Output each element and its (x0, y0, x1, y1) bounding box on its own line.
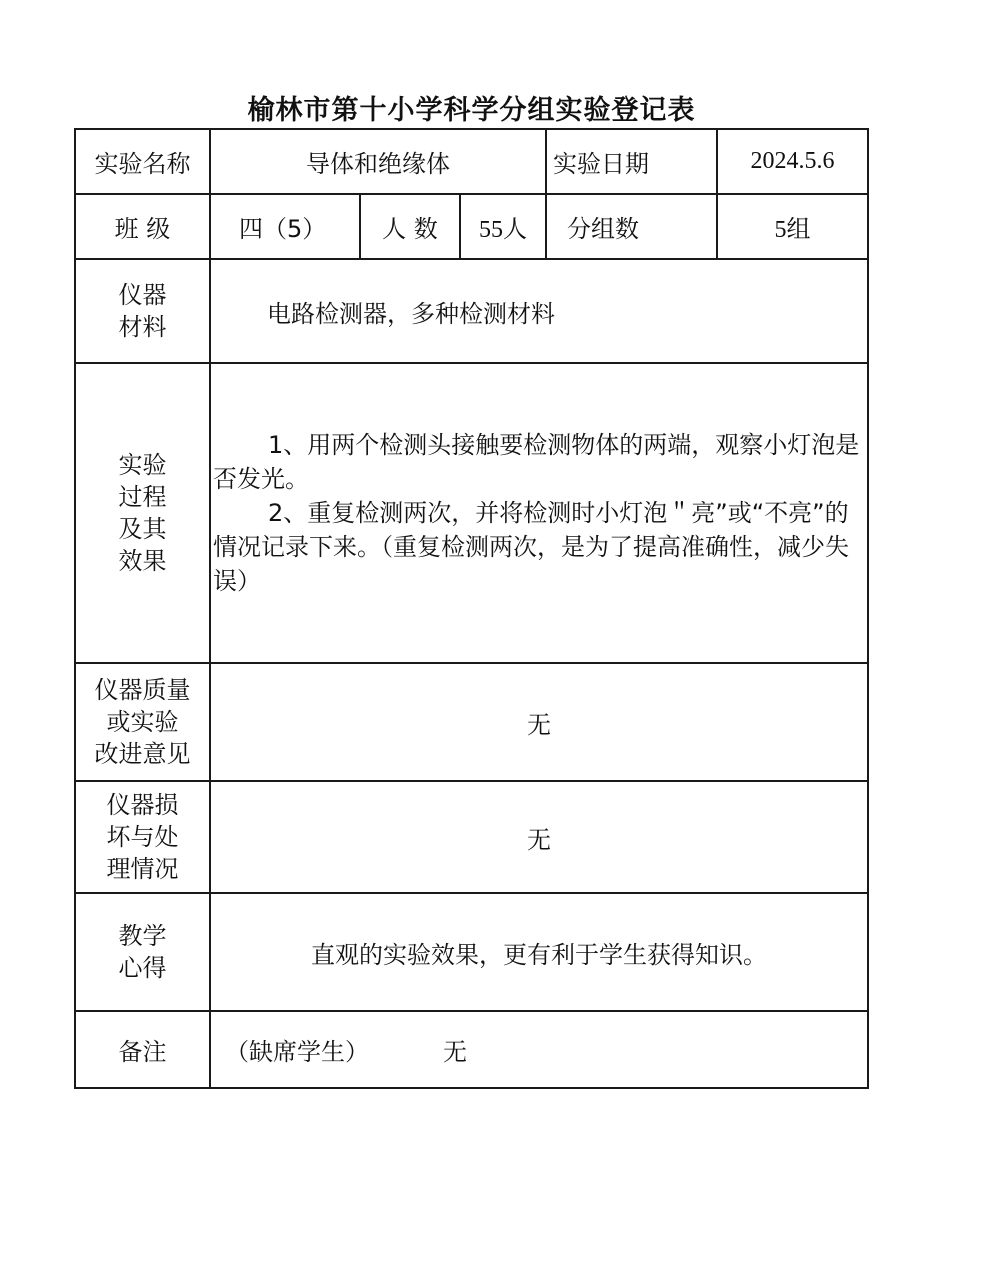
quality-label-line: 改进意见 (94, 740, 191, 768)
experiment-name-label: 实验名称 (75, 129, 210, 194)
absent-students-label: （缺席学生） (225, 1038, 369, 1066)
process-value (210, 363, 868, 663)
process-label-line: 过程 (118, 483, 167, 511)
process-step: 1、用两个检测头接触要检测物体的两端，观察小灯泡是否发光。 (213, 431, 860, 493)
quality-label-line: 仪器质量 (94, 676, 191, 704)
quality-row (75, 663, 868, 781)
process-row (75, 363, 868, 663)
class-value: 四（5） (210, 194, 360, 259)
materials-label-line: 仪器 (118, 281, 167, 309)
class-label: 班 级 (75, 194, 210, 259)
teaching-label-line: 心得 (118, 954, 167, 982)
teaching-label-line: 教学 (118, 922, 167, 950)
teaching-row (75, 893, 868, 1011)
remarks-value (210, 1011, 868, 1088)
process-label (75, 363, 210, 663)
process-step: 2、重复检测两次，并将检测时小灯泡＂亮”或“不亮”的情况记录下来。（重复检测两次，是为了提高准确性，减少失误） (213, 499, 849, 595)
form-title: 榆林市第十小学科学分组实验登记表 (247, 95, 696, 126)
damage-label (75, 781, 210, 893)
experiment-row (75, 129, 868, 194)
damage-label-line: 坏与处 (106, 823, 179, 851)
damage-label-line: 理情况 (106, 855, 179, 883)
damage-value: 无 (210, 781, 868, 893)
teaching-label (75, 893, 210, 1011)
experiment-date-value: 2024.5.6 (717, 129, 868, 194)
teaching-value: 直观的实验效果，更有利于学生获得知识。 (210, 893, 868, 1011)
quality-label (75, 663, 210, 781)
class-row (75, 194, 868, 259)
group-count-value: 5组 (717, 194, 868, 259)
materials-label (75, 259, 210, 363)
quality-value: 无 (210, 663, 868, 781)
remarks-row (75, 1011, 868, 1088)
experiment-date-label: 实验日期 (546, 129, 717, 194)
group-count-label: 分组数 (546, 194, 717, 259)
materials-label-line: 材料 (118, 313, 167, 341)
damage-row (75, 781, 868, 893)
process-label-line: 及其 (118, 515, 167, 543)
people-count-label: 人 数 (360, 194, 460, 259)
damage-label-line: 仪器损 (106, 791, 179, 819)
materials-value: 电路检测器，多种检测材料 (210, 259, 868, 363)
people-count-value: 55人 (460, 194, 546, 259)
process-label-line: 效果 (118, 547, 167, 575)
materials-row (75, 259, 868, 363)
process-label-line: 实验 (118, 451, 167, 479)
quality-label-line: 或实验 (106, 708, 179, 736)
experiment-register-table (74, 128, 869, 1089)
experiment-name-value: 导体和绝缘体 (210, 129, 546, 194)
absent-students-value: 无 (443, 1038, 467, 1066)
remarks-label: 备注 (75, 1011, 210, 1088)
